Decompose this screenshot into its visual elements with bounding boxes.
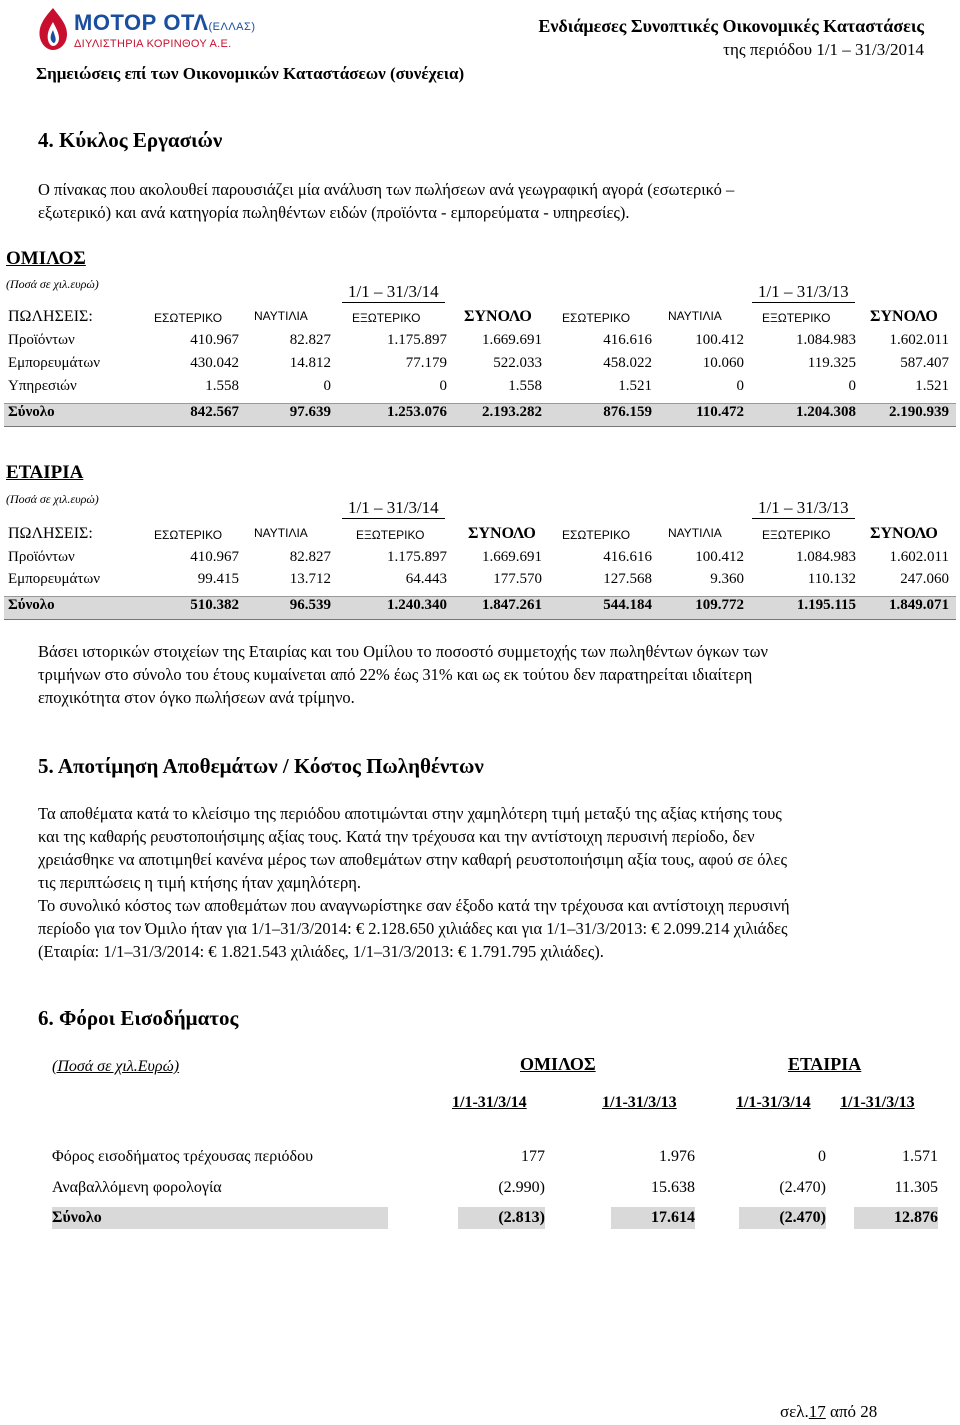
cell-value: 1.521 bbox=[618, 378, 652, 394]
logo-wordmark bbox=[74, 10, 255, 36]
cell-value: 876.159 bbox=[603, 404, 652, 420]
body-line: τις περιπτώσεις η τιμή κτήσης ήταν χαμηλότερη. bbox=[38, 873, 361, 892]
tax-row-label: Σύνολο bbox=[52, 1207, 388, 1229]
tax-period-group-14: 1/1-31/3/14 bbox=[452, 1094, 527, 1111]
cell-value: 119.325 bbox=[807, 355, 856, 371]
col-foreign: ΕΞΩΤΕΡΙΚΟ bbox=[762, 311, 831, 325]
col-shipping: ΝΑΥΤΙΛΙΑ bbox=[668, 526, 722, 540]
note-line: εποχικότητα στον όγκο πωλήσεων ανά τρίμηνο. bbox=[38, 688, 355, 707]
company-col-header bbox=[4, 525, 956, 549]
cell-value: 0 bbox=[848, 378, 856, 394]
cell-value: 1.195.115 bbox=[796, 597, 856, 613]
col-domestic: ΕΣΩΤΕΡΙΚΟ bbox=[154, 528, 223, 542]
row-label: Εμπορευμάτων bbox=[8, 571, 101, 587]
group-col-header bbox=[4, 308, 956, 332]
cell-value: 64.443 bbox=[405, 571, 447, 587]
company-period-2014: 1/1 – 31/3/14 bbox=[342, 498, 445, 519]
cell-value: 410.967 bbox=[190, 332, 239, 348]
tax-cell-value: (2.990) bbox=[498, 1179, 545, 1196]
table-total-row bbox=[4, 403, 956, 427]
cell-value: 100.412 bbox=[695, 332, 744, 348]
cell-value: 1.558 bbox=[508, 378, 542, 394]
cell-value: 1.175.897 bbox=[387, 549, 447, 565]
logo-subtitle: ΔΙΥΛΙΣΤΗΡΙΑ ΚΟΡΙΝΘΟΥ Α.Ε. bbox=[74, 38, 232, 50]
col-sales: ΠΩΛΗΣΕΙΣ: bbox=[8, 525, 93, 542]
tax-cell-value: 15.638 bbox=[651, 1179, 695, 1196]
col-foreign: ΕΞΩΤΕΡΙΚΟ bbox=[352, 311, 421, 325]
cell-value: 14.812 bbox=[289, 355, 331, 371]
body-line: Τα αποθέματα κατά το κλείσιμο της περιόδου αποτιμώνται στην χαμηλότερη τιμή μεταξύ της αξίας κτήσης τους bbox=[38, 804, 782, 823]
row-label: Προϊόντων bbox=[8, 332, 75, 348]
col-shipping: ΝΑΥΤΙΛΙΑ bbox=[254, 526, 308, 540]
note-line: τριμήνων στο σύνολο του έτους κυμαίνεται από 22% έως 31% και ως εκ τούτου δεν παρατηρείται ιδιαίτερη bbox=[38, 665, 753, 684]
cell-value: 1.175.897 bbox=[387, 332, 447, 348]
tax-total-row bbox=[52, 1207, 942, 1231]
cell-value: 10.060 bbox=[702, 355, 744, 371]
cell-value: 82.827 bbox=[289, 332, 331, 348]
cell-value: 77.179 bbox=[405, 355, 447, 371]
col-total: ΣΥΝΟΛΟ bbox=[870, 308, 938, 325]
body-line: (Εταιρία: 1/1–31/3/2014: € 1.821.543 χιλιάδες, 1/1–31/3/2013: € 1.791.795 χιλιάδες). bbox=[38, 942, 604, 961]
col-domestic: ΕΣΩΤΕΡΙΚΟ bbox=[562, 528, 631, 542]
intro-line: εξωτερικό) και ανά κατηγορία πωληθέντων ειδών (προϊόντα - εμπορεύματα - υπηρεσίες). bbox=[38, 203, 630, 222]
col-foreign: ΕΞΩΤΕΡΙΚΟ bbox=[762, 528, 831, 542]
cell-value: 1.558 bbox=[205, 378, 239, 394]
cell-value: 1.849.071 bbox=[889, 597, 949, 613]
cell-value: 9.360 bbox=[710, 571, 744, 587]
cell-value: 97.639 bbox=[289, 404, 331, 420]
table-row bbox=[4, 549, 956, 571]
tax-cell-value: (2.813) bbox=[458, 1207, 545, 1229]
cell-value: 587.407 bbox=[900, 355, 949, 371]
table-total-row bbox=[4, 596, 956, 620]
cell-value: 842.567 bbox=[190, 404, 239, 420]
seasonality-note bbox=[38, 640, 924, 709]
tax-cell-value: (2.470) bbox=[779, 1179, 826, 1196]
page-prefix: σελ. bbox=[780, 1402, 809, 1421]
row-label: Σύνολο bbox=[8, 404, 55, 420]
company-amounts-note: (Ποσά σε χιλ.ευρώ) bbox=[6, 492, 99, 506]
body-line: Το συνολικό κόστος των αποθεμάτων που αναγνωρίστηκε σαν έξοδο κατά την τρέχουσα και αντίστοιχη περυσινή bbox=[38, 896, 790, 915]
cell-value: 416.616 bbox=[603, 549, 652, 565]
tax-cell-value: 0 bbox=[818, 1148, 826, 1165]
group-title: ΟΜΙΛΟΣ bbox=[6, 248, 86, 269]
cell-value: 0 bbox=[439, 378, 447, 394]
section-4-heading: 4. Κύκλος Εργασιών bbox=[38, 128, 223, 152]
cell-value: 0 bbox=[323, 378, 331, 394]
cell-value: 1.084.983 bbox=[796, 332, 856, 348]
logo-suffix: (ΕΛΛΑΣ) bbox=[208, 21, 256, 33]
table-row bbox=[4, 355, 956, 377]
note-line: Βάσει ιστορικών στοιχείων της Εταιρίας και του Ομίλου το ποσοστό συμμετοχής των πωληθέντων όγκων των bbox=[38, 642, 768, 661]
tax-cell-value: 12.876 bbox=[854, 1207, 938, 1229]
tax-cell-value: 1.571 bbox=[902, 1148, 938, 1165]
col-sales: ΠΩΛΗΣΕΙΣ: bbox=[8, 308, 93, 325]
cell-value: 522.033 bbox=[493, 355, 542, 371]
cell-value: 82.827 bbox=[289, 549, 331, 565]
group-period-2013: 1/1 – 31/3/13 bbox=[752, 282, 855, 303]
body-line: και της καθαρής ρευστοποιήσιμης αξίας τους. Κατά την τρέχουσα και την αντίστοιχη περυσινή περίοδο, δεν bbox=[38, 827, 755, 846]
col-total: ΣΥΝΟΛΟ bbox=[464, 308, 532, 325]
body-line: περίοδο για τον Όμιλο ήταν για 1/1–31/3/2014: € 2.128.650 χιλιάδες και για 1/1–31/3/2013: € 2.099.214 χιλιάδες bbox=[38, 919, 788, 938]
section-4-intro bbox=[38, 178, 924, 224]
tax-cell-value: (2.470) bbox=[739, 1207, 826, 1229]
col-shipping: ΝΑΥΤΙΛΙΑ bbox=[668, 309, 722, 323]
tax-amounts-note: (Ποσά σε χιλ.Ευρώ) bbox=[52, 1058, 180, 1075]
tax-period-company-13: 1/1-31/3/13 bbox=[840, 1094, 915, 1111]
cell-value: 1.602.011 bbox=[889, 332, 949, 348]
cell-value: 110.472 bbox=[696, 404, 744, 420]
cell-value: 247.060 bbox=[900, 571, 949, 587]
tax-cell-value: 11.305 bbox=[894, 1179, 938, 1196]
cell-value: 416.616 bbox=[603, 332, 652, 348]
tax-period-group-13: 1/1-31/3/13 bbox=[602, 1094, 677, 1111]
tax-period-company-14: 1/1-31/3/14 bbox=[736, 1094, 811, 1111]
row-label: Σύνολο bbox=[8, 597, 55, 613]
tax-row bbox=[52, 1177, 942, 1201]
company-period-2013: 1/1 – 31/3/13 bbox=[752, 498, 855, 519]
cell-value: 2.190.939 bbox=[889, 404, 949, 420]
section-note: Σημειώσεις επί των Οικονομικών Καταστάσεων (συνέχεια) bbox=[36, 64, 465, 83]
cell-value: 458.022 bbox=[603, 355, 652, 371]
group-amounts-note: (Ποσά σε χιλ.ευρώ) bbox=[6, 277, 99, 291]
col-shipping: ΝΑΥΤΙΛΙΑ bbox=[254, 309, 308, 323]
col-foreign: ΕΞΩΤΕΡΙΚΟ bbox=[356, 528, 425, 542]
cell-value: 110.132 bbox=[807, 571, 856, 587]
cell-value: 1.602.011 bbox=[889, 549, 949, 565]
body-line: χρειάσθηκε να αποτιμηθεί κανένα μέρος των αποθεμάτων στην καθαρή ρευστοποιήσιμη αξία τους, αφού σε όλες bbox=[38, 850, 788, 869]
cell-value: 1.204.308 bbox=[796, 404, 856, 420]
cell-value: 510.382 bbox=[190, 597, 239, 613]
intro-line: Ο πίνακας που ακολουθεί παρουσιάζει μία ανάλυση των πωλήσεων ανά γεωγραφική αγορά (εσωτερικό – bbox=[38, 180, 735, 199]
cell-value: 1.669.691 bbox=[482, 549, 542, 565]
report-period: της περιόδου 1/1 – 31/3/2014 bbox=[723, 40, 924, 59]
page-of: από 28 bbox=[830, 1402, 878, 1421]
cell-value: 127.568 bbox=[603, 571, 652, 587]
cell-value: 544.184 bbox=[603, 597, 652, 613]
tax-company-title: ΕΤΑΙΡΙΑ bbox=[788, 1054, 862, 1074]
cell-value: 1.847.261 bbox=[482, 597, 542, 613]
cell-value: 109.772 bbox=[695, 597, 744, 613]
page-footer bbox=[780, 1402, 877, 1422]
cell-value: 177.570 bbox=[493, 571, 542, 587]
section-5-heading: 5. Αποτίμηση Αποθεμάτων / Κόστος Πωληθέντων bbox=[38, 754, 484, 778]
row-label: Εμπορευμάτων bbox=[8, 355, 101, 371]
tax-row-label: Αναβαλλόμενη φορολογία bbox=[52, 1179, 222, 1196]
cell-value: 410.967 bbox=[190, 549, 239, 565]
report-title: Ενδιάμεσες Συνοπτικές Οικονομικές Καταστάσεις bbox=[538, 16, 924, 36]
tax-cell-value: 1.976 bbox=[659, 1148, 695, 1165]
col-domestic: ΕΣΩΤΕΡΙΚΟ bbox=[154, 311, 223, 325]
cell-value: 1.240.340 bbox=[387, 597, 447, 613]
group-period-2014: 1/1 – 31/3/14 bbox=[342, 282, 445, 303]
table-row bbox=[4, 571, 956, 593]
tax-cell-value: 17.614 bbox=[611, 1207, 695, 1229]
cell-value: 99.415 bbox=[197, 571, 239, 587]
cell-value: 100.412 bbox=[695, 549, 744, 565]
cell-value: 1.253.076 bbox=[387, 404, 447, 420]
cell-value: 1.084.983 bbox=[796, 549, 856, 565]
tax-row-label: Φόρος εισοδήματος τρέχουσας περιόδου bbox=[52, 1148, 313, 1165]
section-5-body bbox=[38, 802, 924, 963]
cell-value: 0 bbox=[736, 378, 744, 394]
cell-value: 1.669.691 bbox=[482, 332, 542, 348]
company-title: ΕΤΑΙΡΙΑ bbox=[6, 462, 84, 483]
page-number: 17 bbox=[808, 1402, 826, 1421]
cell-value: 430.042 bbox=[190, 355, 239, 371]
row-label: Υπηρεσιών bbox=[8, 378, 77, 394]
flame-logo-icon bbox=[36, 6, 70, 52]
col-total: ΣΥΝΟΛΟ bbox=[468, 525, 536, 542]
tax-cell-value: 177 bbox=[521, 1148, 545, 1165]
col-domestic: ΕΣΩΤΕΡΙΚΟ bbox=[562, 311, 631, 325]
col-total: ΣΥΝΟΛΟ bbox=[870, 525, 938, 542]
tax-group-title: ΟΜΙΛΟΣ bbox=[520, 1054, 596, 1074]
cell-value: 1.521 bbox=[915, 378, 949, 394]
tax-row bbox=[52, 1146, 942, 1170]
section-6-heading: 6. Φόροι Εισοδήματος bbox=[38, 1006, 239, 1030]
table-row bbox=[4, 332, 956, 354]
cell-value: 2.193.282 bbox=[482, 404, 542, 420]
table-row bbox=[4, 378, 956, 400]
cell-value: 96.539 bbox=[289, 597, 331, 613]
row-label: Προϊόντων bbox=[8, 549, 75, 565]
cell-value: 13.712 bbox=[289, 571, 331, 587]
logo-main: ΜΟΤΟΡ ΟΤΛ bbox=[74, 10, 209, 35]
